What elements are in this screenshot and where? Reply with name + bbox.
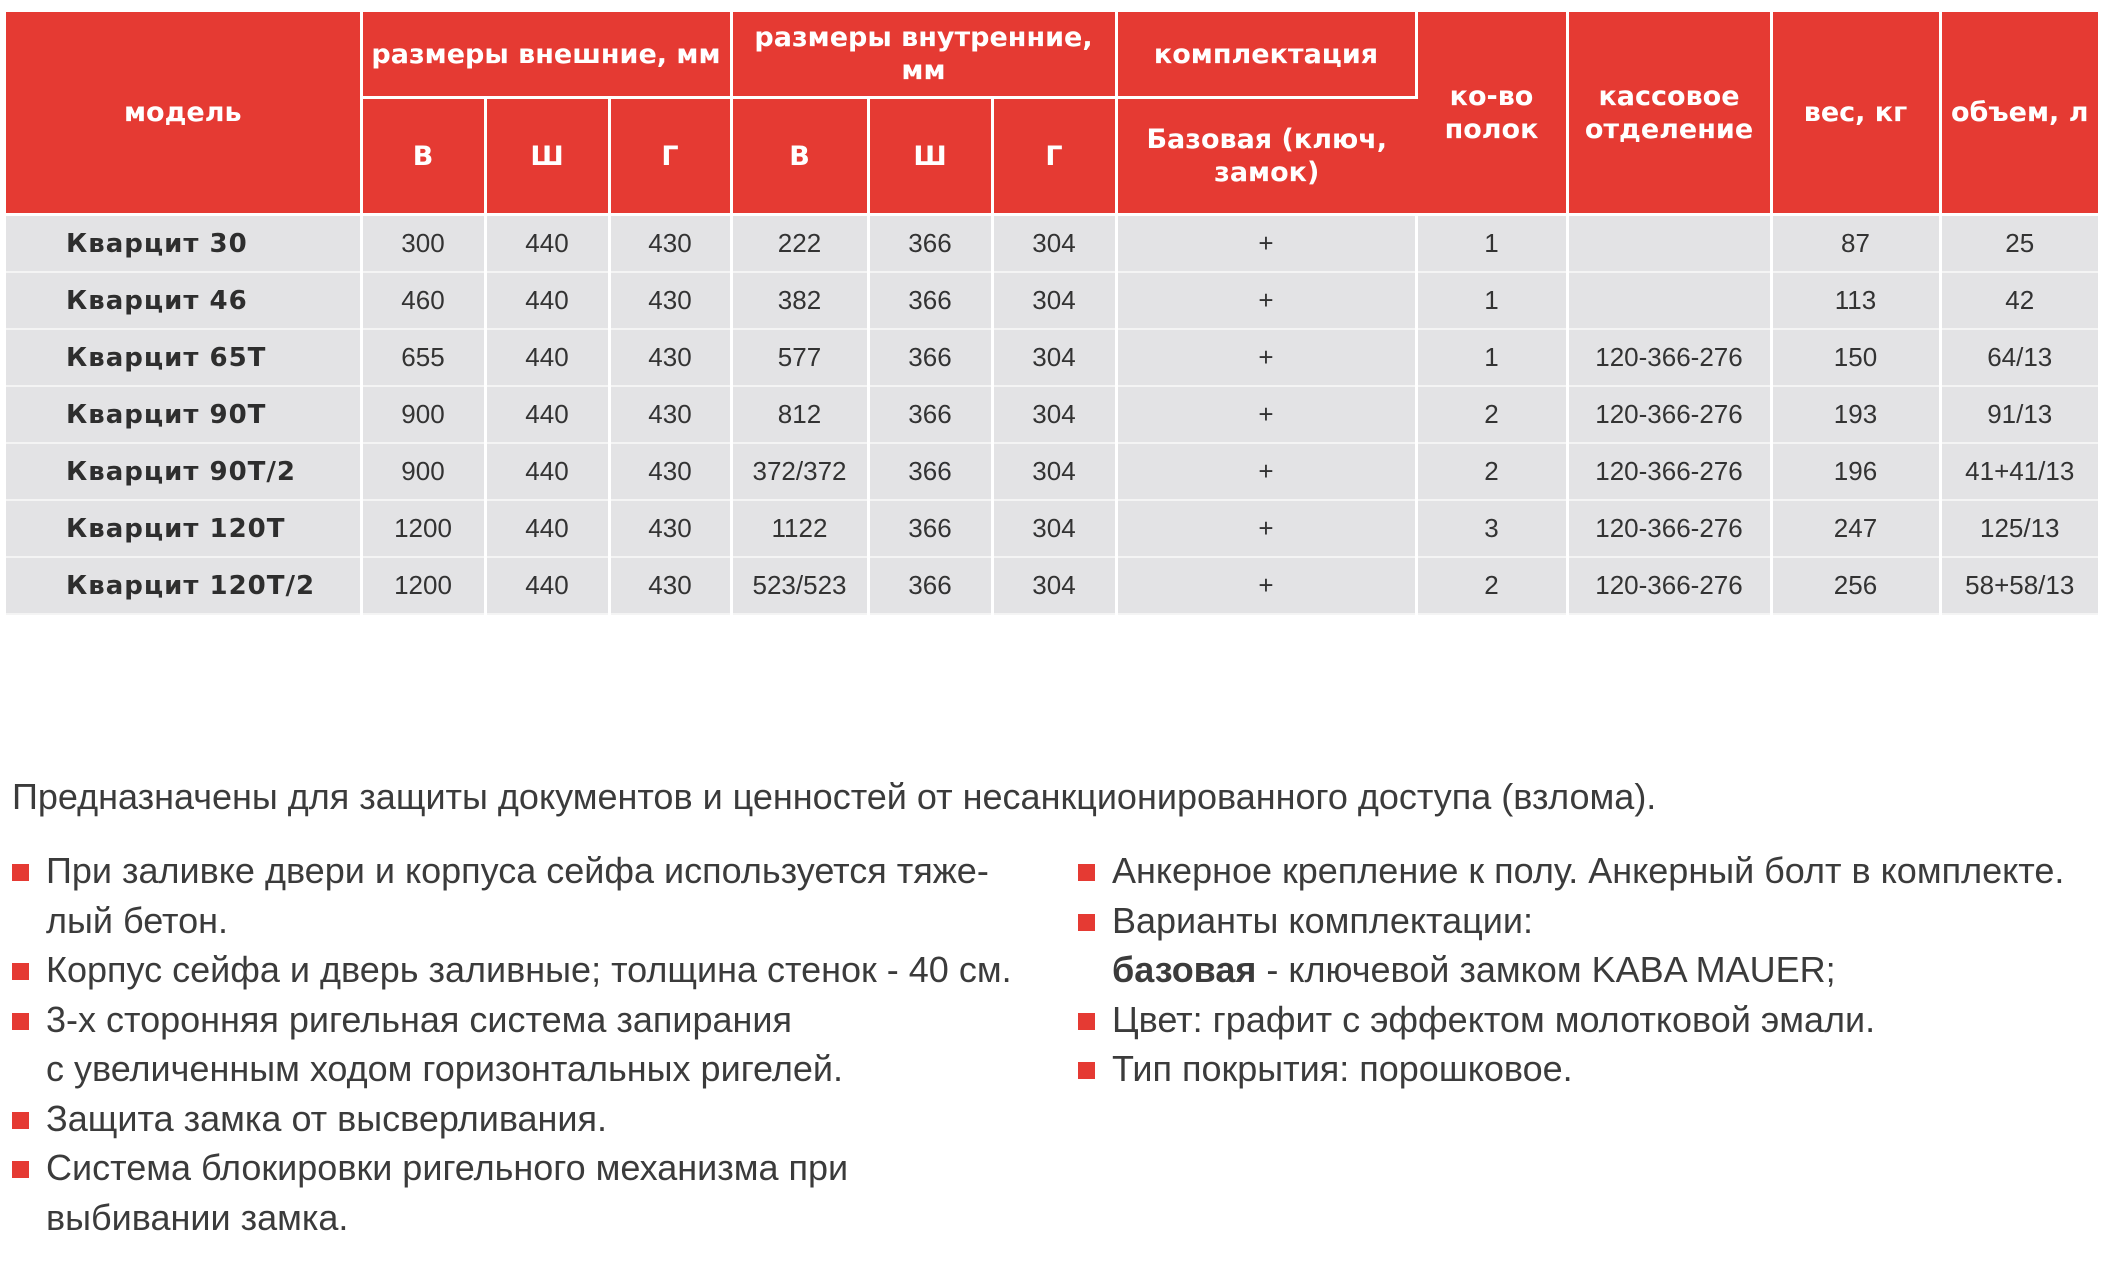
spec-table — [6, 12, 2098, 615]
cell-ext-width: 440 — [485, 557, 609, 614]
cell-int-width: 366 — [868, 272, 992, 329]
cell-int-width: 366 — [868, 500, 992, 557]
cell-int-width: 366 — [868, 329, 992, 386]
feature-list-left — [12, 846, 1072, 1242]
cell-ext-width: 440 — [485, 215, 609, 273]
cell-ext-height: 1200 — [361, 557, 485, 614]
table-row — [6, 329, 2098, 386]
bullet-square-icon — [12, 963, 29, 980]
cell-volume: 64/13 — [1940, 329, 2098, 386]
list-item — [1078, 896, 2098, 995]
bullet-square-icon — [12, 1161, 29, 1178]
cell-int-depth: 304 — [992, 329, 1116, 386]
cell-shelves: 2 — [1416, 386, 1567, 443]
header-model: модель — [6, 12, 361, 215]
list-item-text: Варианты комплектации: — [1112, 899, 1533, 941]
equipment-variant-name: базовая — [1112, 949, 1257, 990]
bullet-square-icon — [1078, 1062, 1095, 1079]
list-item-text: Система блокировки ригельного механизма при — [46, 1147, 849, 1188]
cell-model: Кварцит 120Т — [6, 500, 361, 557]
table-row — [6, 443, 2098, 500]
cell-model: Кварцит 90Т/2 — [6, 443, 361, 500]
list-item — [12, 1094, 1072, 1144]
cell-ext-height: 900 — [361, 443, 485, 500]
cell-cash: 120-366-276 — [1567, 557, 1771, 614]
header-internal-dimensions: размеры внутренние, мм — [731, 12, 1116, 98]
header-row-top — [6, 12, 2098, 98]
list-item — [12, 995, 1072, 1094]
list-item-text: Корпус сейфа и дверь заливные; толщина стенок - 40 см. — [46, 949, 1012, 990]
list-item — [1078, 1044, 2098, 1094]
cell-ext-depth: 430 — [609, 215, 731, 273]
cell-ext-height: 1200 — [361, 500, 485, 557]
cell-volume: 42 — [1940, 272, 2098, 329]
cell-int-height: 523/523 — [731, 557, 868, 614]
cell-ext-depth: 430 — [609, 386, 731, 443]
header-ext-depth: Г — [609, 98, 731, 215]
cell-shelves: 1 — [1416, 272, 1567, 329]
cell-basic: + — [1116, 272, 1416, 329]
cell-basic: + — [1116, 443, 1416, 500]
cell-volume: 91/13 — [1940, 386, 2098, 443]
cell-volume: 41+41/13 — [1940, 443, 2098, 500]
list-item-text-cont: лый бетон. — [46, 899, 229, 941]
bullet-square-icon — [12, 864, 29, 881]
header-int-height: В — [731, 98, 868, 215]
header-shelves: ко-во полок — [1416, 12, 1567, 215]
header-weight: вес, кг — [1771, 12, 1940, 215]
table-row — [6, 272, 2098, 329]
cell-ext-height: 900 — [361, 386, 485, 443]
header-cash-compartment: кассовое отделение — [1567, 12, 1771, 215]
cell-weight: 247 — [1771, 500, 1940, 557]
bullet-square-icon — [1078, 864, 1095, 881]
cell-weight: 87 — [1771, 215, 1940, 273]
cell-shelves: 1 — [1416, 329, 1567, 386]
cell-weight: 256 — [1771, 557, 1940, 614]
list-item-text: При заливке двери и корпуса сейфа используется тяже- — [46, 850, 989, 891]
header-volume: объем, л — [1940, 12, 2098, 215]
cell-basic: + — [1116, 329, 1416, 386]
header-ext-height: В — [361, 98, 485, 215]
list-item — [1078, 995, 2098, 1045]
bullet-square-icon — [12, 1013, 29, 1030]
spec-table-body — [6, 215, 2098, 615]
table-row — [6, 557, 2098, 614]
cell-ext-depth: 430 — [609, 443, 731, 500]
cell-weight: 113 — [1771, 272, 1940, 329]
cell-int-depth: 304 — [992, 557, 1116, 614]
cell-basic: + — [1116, 215, 1416, 273]
cell-ext-depth: 430 — [609, 500, 731, 557]
cell-volume: 58+58/13 — [1940, 557, 2098, 614]
cell-int-depth: 304 — [992, 443, 1116, 500]
list-item-text: Анкерное крепление к полу. Анкерный болт в комплекте. — [1112, 850, 2065, 891]
cell-int-width: 366 — [868, 557, 992, 614]
cell-int-width: 366 — [868, 386, 992, 443]
list-item — [1078, 846, 2098, 896]
cell-ext-depth: 430 — [609, 329, 731, 386]
cell-ext-height: 655 — [361, 329, 485, 386]
list-item — [12, 945, 1072, 995]
header-int-depth: Г — [992, 98, 1116, 215]
cell-model: Кварцит 65Т — [6, 329, 361, 386]
feature-list-right — [1078, 846, 2098, 1094]
cell-weight: 193 — [1771, 386, 1940, 443]
cell-int-depth: 304 — [992, 215, 1116, 273]
cell-ext-width: 440 — [485, 329, 609, 386]
cell-model: Кварцит 90Т — [6, 386, 361, 443]
list-item-text: Защита замка от высверливания. — [46, 1097, 608, 1139]
cell-shelves: 2 — [1416, 443, 1567, 500]
cell-cash: 120-366-276 — [1567, 500, 1771, 557]
cell-int-height: 1122 — [731, 500, 868, 557]
cell-int-depth: 304 — [992, 500, 1116, 557]
bullet-square-icon — [1078, 1013, 1095, 1030]
cell-int-width: 366 — [868, 215, 992, 273]
equipment-variant-desc: - ключевой замком KABA MAUER; — [1256, 949, 1836, 990]
cell-ext-width: 440 — [485, 386, 609, 443]
bullet-square-icon — [12, 1112, 29, 1129]
cell-model: Кварцит 30 — [6, 215, 361, 273]
cell-basic: + — [1116, 557, 1416, 614]
cell-ext-width: 440 — [485, 443, 609, 500]
cell-int-height: 372/372 — [731, 443, 868, 500]
cell-ext-depth: 430 — [609, 557, 731, 614]
cell-ext-width: 440 — [485, 272, 609, 329]
header-ext-width: Ш — [485, 98, 609, 215]
header-equipment: комплектация — [1116, 12, 1416, 98]
description-intro: Предназначены для защиты документов и ценностей от несанкционированного доступа (взлома). — [12, 776, 1657, 817]
cell-int-height: 577 — [731, 329, 868, 386]
list-item-text: 3-х сторонняя ригельная система запирания — [46, 998, 793, 1040]
cell-ext-width: 440 — [485, 500, 609, 557]
cell-weight: 196 — [1771, 443, 1940, 500]
cell-shelves: 1 — [1416, 215, 1567, 273]
list-item-text-cont: выбивании замка. — [46, 1196, 349, 1238]
cell-model: Кварцит 46 — [6, 272, 361, 329]
cell-shelves: 2 — [1416, 557, 1567, 614]
list-item-text-cont: с увеличенным ходом горизонтальных ригелей. — [46, 1048, 843, 1089]
cell-volume: 125/13 — [1940, 500, 2098, 557]
cell-int-height: 222 — [731, 215, 868, 273]
cell-ext-height: 300 — [361, 215, 485, 273]
table-row — [6, 500, 2098, 557]
bullet-square-icon — [1078, 914, 1095, 931]
cell-cash: 120-366-276 — [1567, 443, 1771, 500]
table-row — [6, 386, 2098, 443]
cell-weight: 150 — [1771, 329, 1940, 386]
cell-ext-height: 460 — [361, 272, 485, 329]
cell-cash — [1567, 215, 1771, 273]
header-int-width: Ш — [868, 98, 992, 215]
header-external-dimensions: размеры внешние, мм — [361, 12, 731, 98]
cell-cash — [1567, 272, 1771, 329]
cell-ext-depth: 430 — [609, 272, 731, 329]
list-item — [12, 846, 1072, 945]
cell-int-height: 382 — [731, 272, 868, 329]
cell-basic: + — [1116, 386, 1416, 443]
cell-cash: 120-366-276 — [1567, 386, 1771, 443]
cell-int-depth: 304 — [992, 386, 1116, 443]
cell-int-depth: 304 — [992, 272, 1116, 329]
list-item-text: Тип покрытия: порошковое. — [1112, 1048, 1573, 1089]
list-item — [12, 1143, 1072, 1242]
cell-model: Кварцит 120Т/2 — [6, 557, 361, 614]
list-item-text-cont — [1112, 945, 2098, 995]
cell-basic: + — [1116, 500, 1416, 557]
cell-int-height: 812 — [731, 386, 868, 443]
cell-cash: 120-366-276 — [1567, 329, 1771, 386]
cell-volume: 25 — [1940, 215, 2098, 273]
cell-int-width: 366 — [868, 443, 992, 500]
list-item-text: Цвет: графит с эффектом молотковой эмали. — [1112, 998, 1876, 1040]
cell-shelves: 3 — [1416, 500, 1567, 557]
header-basic-equipment: Базовая (ключ, замок) — [1116, 98, 1416, 215]
table-row — [6, 215, 2098, 273]
